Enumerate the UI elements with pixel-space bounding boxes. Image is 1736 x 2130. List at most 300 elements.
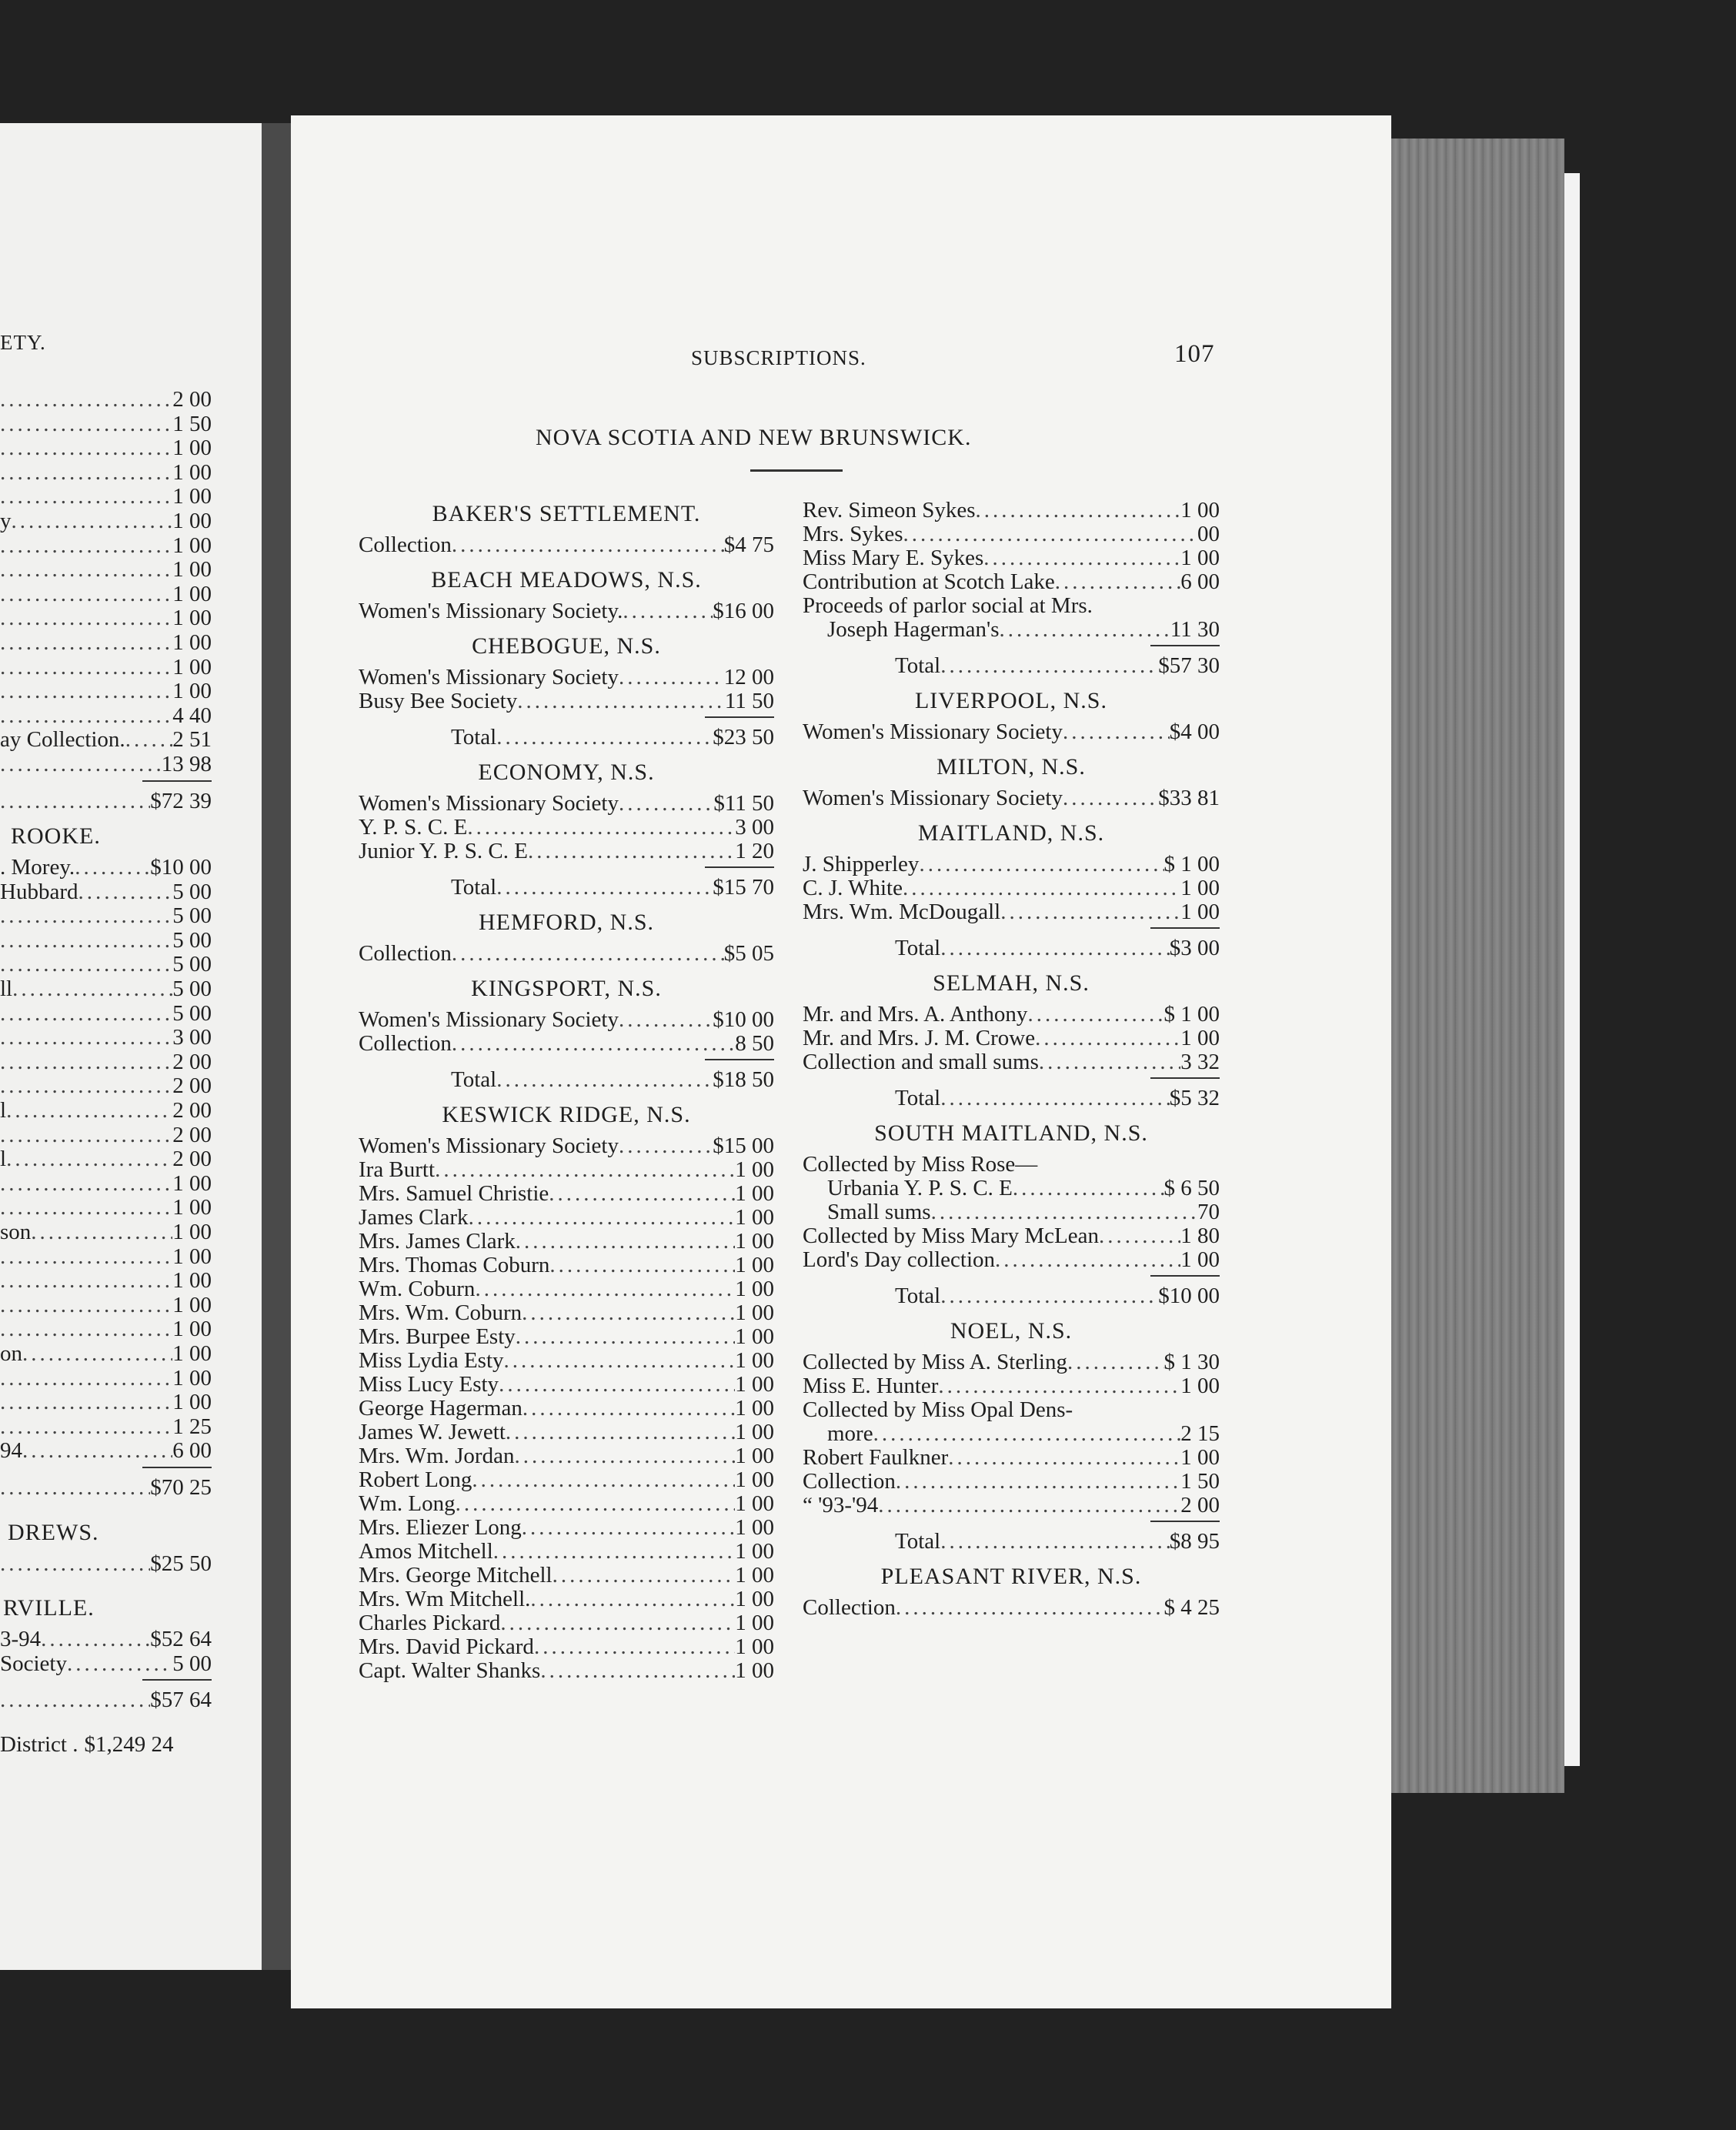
entry-name: Mrs. Wm Mitchell.	[359, 1587, 531, 1611]
entry-row	[359, 1468, 774, 1492]
dot-leader	[940, 1284, 1158, 1308]
entry-amount: 1 00	[735, 1563, 774, 1587]
dot-leader	[452, 533, 724, 557]
entry-name: James Clark	[359, 1205, 469, 1230]
entry-line: Collected by Miss Opal Dens-	[803, 1397, 1073, 1422]
dot-leader	[0, 1196, 172, 1220]
total-rule	[705, 716, 774, 718]
entry-row	[359, 1540, 774, 1564]
entry-name: Miss Mary E. Sykes	[803, 546, 984, 570]
entry-name: Women's Missionary Society.	[359, 599, 623, 623]
entry-row	[359, 1397, 774, 1421]
section-total	[359, 1068, 774, 1092]
section-total	[803, 936, 1220, 960]
total-amount: $8 95	[1169, 1529, 1220, 1554]
left-total-1: ..... $72 39	[0, 790, 212, 814]
entry-amount: 1 00	[172, 1317, 212, 1342]
dot-leader	[919, 853, 1163, 876]
entry-row	[0, 1628, 212, 1652]
entry-row	[0, 1269, 212, 1294]
entry-row	[803, 1003, 1220, 1027]
entry-amount: 1 00	[735, 1181, 774, 1206]
entry-name: Miss Lucy Esty	[359, 1372, 499, 1397]
dot-leader	[0, 1269, 172, 1293]
entry-row	[359, 1206, 774, 1230]
dot-leader	[940, 1530, 1170, 1554]
entry-amount: 5 00	[172, 927, 212, 953]
entry-name: Women's Missionary Society	[803, 719, 1063, 744]
entry-name: more	[827, 1421, 873, 1446]
dot-leader	[903, 522, 1197, 546]
entry-name: Charles Pickard	[359, 1611, 501, 1635]
entry-row	[359, 1230, 774, 1254]
dot-leader	[496, 876, 713, 900]
entry-amount: 1 00	[735, 1348, 774, 1373]
total-label: Total	[895, 1086, 941, 1110]
entry-row	[803, 499, 1220, 522]
total-label: Total	[451, 1067, 497, 1092]
entry-row	[803, 900, 1220, 924]
entry-amount: $ 1 30	[1163, 1350, 1220, 1374]
entry-amount: 3 00	[172, 1025, 212, 1050]
entry-row	[0, 1317, 212, 1342]
entry-row	[359, 1158, 774, 1182]
entry-amount: 1 00	[172, 606, 212, 631]
dot-leader	[0, 929, 172, 953]
entry-amount: 5 00	[172, 952, 212, 977]
entry-name: Mrs. Wm. Coburn	[359, 1300, 522, 1325]
total-label: Total	[895, 936, 941, 960]
entry-row	[0, 1220, 212, 1245]
dot-leader	[549, 1254, 735, 1277]
entry-amount: $11 50	[713, 791, 774, 816]
entry-amount: 1 00	[1180, 1374, 1220, 1398]
entry-name: Urbania Y. P. S. C. E	[827, 1176, 1013, 1200]
entry-amount: $4 00	[1169, 719, 1220, 744]
entry-amount: 1 00	[735, 1611, 774, 1635]
entry-row	[803, 1470, 1220, 1494]
entry-name: Mrs. George Mitchell	[359, 1563, 553, 1587]
entry-amount: 1 00	[172, 1220, 212, 1244]
entry-row	[0, 388, 212, 412]
entry-row	[359, 1587, 774, 1611]
dot-leader	[1000, 900, 1180, 924]
dot-leader	[499, 1373, 735, 1397]
entry-amount: 1 20	[735, 839, 774, 863]
section-heading: CHEBOGUE, N.S.	[472, 633, 661, 659]
dot-leader	[500, 1611, 735, 1635]
entry-amount: 1 00	[1180, 876, 1220, 900]
entry-row	[0, 856, 212, 880]
entry-amount: 1 00	[735, 1587, 774, 1611]
entry-name: Society	[0, 1651, 67, 1676]
entry-name: ay Collection.	[0, 727, 125, 753]
entry-amount: 1 00	[172, 1390, 212, 1415]
entry-amount: $ 1 00	[1163, 1002, 1220, 1027]
section-total	[359, 726, 774, 750]
total-amount: $15 70	[713, 875, 774, 900]
entry-amount: 5 00	[172, 879, 212, 904]
dot-leader	[619, 792, 713, 816]
dot-leader	[619, 1134, 713, 1158]
entry-row	[803, 876, 1220, 900]
entry-name: J. Shipperley	[803, 852, 920, 876]
entry-amount: 5 00	[172, 977, 212, 1002]
dot-leader	[1013, 1177, 1164, 1200]
entry-amount: 2 00	[1180, 1493, 1220, 1517]
dot-leader	[896, 1596, 1164, 1620]
entry-row	[0, 1439, 212, 1464]
entry-row	[0, 1245, 212, 1270]
entry-name: Junior Y. P. S. C. E	[359, 839, 528, 863]
dot-leader	[0, 1123, 172, 1147]
total-amount: $18 50	[713, 1067, 774, 1092]
entry-row	[359, 1421, 774, 1444]
dot-leader	[125, 728, 173, 752]
entry-row	[0, 1147, 212, 1172]
entry-row	[359, 1444, 774, 1468]
entry-row	[803, 1027, 1220, 1050]
entry-amount: 70	[1197, 1200, 1220, 1224]
running-title: SUBSCRIPTIONS.	[691, 346, 866, 369]
dot-leader	[0, 904, 172, 928]
entry-amount: 1 00	[172, 1195, 212, 1220]
title-rule	[750, 469, 843, 472]
dot-leader	[31, 1220, 172, 1244]
entry-amount: 5 00	[172, 1000, 212, 1026]
left-total-4: ..... $57 64	[0, 1688, 212, 1713]
entry-amount: 1 00	[1180, 499, 1220, 522]
entry-row	[0, 1294, 212, 1318]
dot-leader	[878, 1494, 1180, 1517]
dot-leader	[896, 1470, 1180, 1494]
section-heading: LIVERPOOL, N.S.	[914, 688, 1107, 713]
entry-amount: 1 00	[172, 654, 212, 679]
dot-leader	[0, 583, 172, 606]
entry-amount: 1 00	[735, 1491, 774, 1516]
entry-row	[0, 558, 212, 583]
dot-leader	[940, 654, 1158, 678]
entry-row	[359, 666, 774, 689]
entry-amount: 1 00	[1180, 546, 1220, 570]
entry-amount: 1 00	[1180, 1026, 1220, 1050]
entry-amount: 1 00	[172, 629, 212, 655]
column-1	[359, 491, 774, 1683]
entry-name: Mrs. Burpee Esty	[359, 1324, 516, 1349]
total-rule	[705, 1059, 774, 1060]
entry-amount: 1 00	[172, 532, 212, 558]
dot-leader	[619, 666, 724, 689]
entry-row	[0, 1026, 212, 1050]
total-rule	[1150, 1521, 1220, 1522]
entry-row	[359, 689, 774, 713]
dot-leader	[619, 1008, 713, 1032]
dot-leader	[6, 1099, 172, 1123]
entry-amount: 1 80	[1180, 1224, 1220, 1248]
entry-name: Ira Burtt	[359, 1157, 436, 1182]
total-label: Total	[895, 653, 941, 678]
entry-amount: 1 00	[1180, 1247, 1220, 1272]
entry-row	[803, 1248, 1220, 1272]
entry-amount: $15 00	[713, 1133, 774, 1158]
dot-leader	[506, 1421, 735, 1444]
entry-row	[359, 1277, 774, 1301]
entry-amount: $ 4 25	[1163, 1595, 1220, 1620]
dot-leader	[516, 1325, 735, 1349]
dot-leader	[540, 1659, 735, 1683]
dot-leader	[549, 1182, 735, 1206]
dot-leader	[999, 618, 1170, 642]
entry-amount: 6 00	[172, 1438, 212, 1464]
total-rule	[1150, 645, 1220, 646]
entry-row	[803, 522, 1220, 546]
entry-name: James W. Jewett	[359, 1420, 506, 1444]
entry-row	[359, 1182, 774, 1206]
entry-amount: 1 00	[172, 1268, 212, 1294]
dot-leader	[0, 753, 162, 776]
entry-amount: 1 00	[172, 557, 212, 583]
total-rule	[142, 1679, 212, 1681]
entry-row	[0, 1050, 212, 1075]
page-edges	[1391, 139, 1564, 1793]
entry-amount: 2 51	[172, 727, 212, 753]
dot-leader	[1055, 570, 1180, 594]
entry-name: C. J. White	[803, 876, 903, 900]
dot-leader	[522, 1301, 735, 1325]
entry-amount: 1 00	[735, 1229, 774, 1254]
dot-leader	[983, 546, 1180, 570]
entry-name: Mrs. James Clark	[359, 1229, 516, 1254]
entry-name: . Morey.	[0, 855, 75, 880]
entry-name: Small sums	[827, 1200, 931, 1224]
entry-name: Women's Missionary Society	[359, 1007, 619, 1032]
left-head-3: DREWS.	[8, 1519, 99, 1545]
dot-leader	[75, 856, 150, 880]
section-heading: MAITLAND, N.S.	[917, 820, 1105, 846]
dot-leader	[12, 509, 173, 533]
dot-leader	[435, 1158, 735, 1182]
entry-amount: 1 50	[1180, 1469, 1220, 1494]
entry-name: Mr. and Mrs. A. Anthony	[803, 1002, 1028, 1027]
section-heading: MILTON, N.S.	[936, 754, 1086, 780]
section-heading: NOEL, N.S.	[950, 1318, 1073, 1344]
dot-leader	[0, 1245, 172, 1269]
entry-name: l	[0, 1147, 7, 1172]
entry-name: “ '93-'94	[803, 1493, 879, 1517]
dot-leader	[1039, 1050, 1180, 1074]
entry-amount: 3 32	[1180, 1050, 1220, 1074]
entry-row	[0, 606, 212, 631]
entry-name: Collection	[803, 1469, 896, 1494]
entry-row	[0, 753, 212, 777]
entry-row	[0, 1652, 212, 1677]
entry-row	[0, 1099, 212, 1123]
dot-leader	[931, 1200, 1197, 1224]
dot-leader	[0, 631, 172, 655]
dot-leader	[623, 599, 713, 623]
entry-amount: 8 50	[735, 1031, 774, 1056]
entry-row	[0, 977, 212, 1002]
dot-leader	[0, 534, 172, 558]
entry-name: Mrs. Eliezer Long	[359, 1515, 522, 1540]
total-amount: $5 32	[1169, 1086, 1220, 1110]
left-rows-4	[0, 1628, 212, 1676]
dot-leader	[1099, 1224, 1180, 1248]
entry-amount: 1 00	[735, 1539, 774, 1564]
entry-row	[359, 942, 774, 966]
entry-amount: 1 00	[735, 1658, 774, 1683]
entry-amount: 1 00	[735, 1467, 774, 1492]
entry-row	[803, 546, 1220, 570]
dot-leader	[1067, 1350, 1164, 1374]
entry-amount: 1 50	[172, 411, 212, 436]
entry-row	[803, 1494, 1220, 1517]
entry-amount: 13 98	[161, 751, 212, 776]
entry-row	[359, 1492, 774, 1516]
dot-leader	[456, 1492, 736, 1516]
entry-row	[0, 656, 212, 680]
entry-name: Collection	[803, 1595, 896, 1620]
total-label: Total	[451, 725, 497, 750]
entry-name: Mrs. Samuel Christie	[359, 1181, 549, 1206]
entry-row	[803, 618, 1220, 642]
entry-amount: 1 00	[172, 679, 212, 704]
entry-row	[359, 533, 774, 557]
entry-row	[359, 1659, 774, 1683]
section-heading: ECONOMY, N.S.	[478, 760, 655, 785]
entry-name: Collection	[359, 532, 452, 557]
dot-leader	[0, 1026, 172, 1050]
dot-leader	[6, 1147, 172, 1171]
dot-leader	[0, 412, 172, 436]
entry-row	[359, 1516, 774, 1540]
dot-leader	[452, 1032, 735, 1056]
entry-amount: 2 15	[1180, 1421, 1220, 1446]
entry-row	[0, 1367, 212, 1391]
entry-amount: 1 00	[1180, 1445, 1220, 1470]
entry-row	[803, 1050, 1220, 1074]
dot-leader	[475, 1277, 735, 1301]
entry-name: Mrs. David Pickard	[359, 1634, 534, 1659]
entry-row	[0, 1342, 212, 1367]
entry-row	[359, 1134, 774, 1158]
entry-name: George Hagerman	[359, 1396, 522, 1421]
entry-amount: 1 00	[172, 1365, 212, 1391]
entry-amount: 5 00	[172, 1651, 212, 1676]
entry-amount: 4 40	[172, 703, 212, 728]
entry-row	[803, 1596, 1220, 1620]
entry-amount: 2 00	[172, 1122, 212, 1147]
entry-line: Collected by Miss Rose—	[803, 1152, 1038, 1177]
entry-row	[0, 436, 212, 461]
entry-name: Lord's Day collection	[803, 1247, 996, 1272]
entry-name: Women's Missionary Society	[359, 791, 619, 816]
entry-name: Collection	[359, 941, 452, 966]
entry-row	[359, 1564, 774, 1587]
total-amount: $3 00	[1169, 936, 1220, 960]
entry-name: Mrs. Sykes	[803, 522, 903, 546]
entry-amount: 2 00	[172, 1049, 212, 1074]
entry-row	[803, 786, 1220, 810]
entry-amount: $10 00	[713, 1007, 774, 1032]
entry-amount: 1 00	[735, 1515, 774, 1540]
dot-leader	[0, 388, 172, 412]
entry-amount: 1 00	[735, 1205, 774, 1230]
entry-amount: $5 05	[723, 941, 774, 966]
dot-leader	[496, 726, 713, 750]
dot-leader	[0, 1074, 172, 1098]
left-head-2: ROOKE.	[11, 823, 101, 850]
entry-row	[803, 1446, 1220, 1470]
dot-leader	[0, 1317, 172, 1341]
entry-row	[0, 880, 212, 905]
entry-row	[0, 1415, 212, 1440]
entry-amount: 1 00	[172, 508, 212, 533]
entry-name: Collection and small sums	[803, 1050, 1039, 1074]
entry-name: Women's Missionary Society	[803, 786, 1063, 810]
dot-leader	[0, 704, 172, 728]
entry-row	[803, 853, 1220, 876]
total-rule	[142, 780, 212, 782]
dot-leader	[948, 1446, 1180, 1470]
entry-amount: 1 00	[735, 1420, 774, 1444]
dot-leader	[467, 816, 735, 840]
entry-row	[0, 1074, 212, 1099]
entry-amount: 1 00	[735, 1634, 774, 1659]
entry-name: Collection	[359, 1031, 452, 1056]
entry-amount: 2 00	[172, 1098, 212, 1123]
book-gutter	[262, 123, 292, 1970]
entry-row	[0, 509, 212, 534]
entry-row	[0, 1391, 212, 1415]
entry-amount: $4 75	[723, 532, 774, 557]
entry-amount: 3 00	[735, 815, 774, 840]
dot-leader	[0, 656, 172, 679]
dot-leader	[496, 1068, 713, 1092]
entry-row	[359, 1325, 774, 1349]
total-rule	[705, 866, 774, 868]
entry-row	[0, 1123, 212, 1148]
dot-leader	[940, 1087, 1170, 1110]
entry-amount: 1 00	[172, 1170, 212, 1196]
entry-amount: $16 00	[713, 599, 774, 623]
entry-row	[0, 534, 212, 559]
entry-name: Y. P. S. C. E	[359, 815, 468, 840]
entry-name: Wm. Long	[359, 1491, 456, 1516]
section-heading: HEMFORD, N.S.	[478, 910, 655, 935]
dot-leader	[940, 936, 1170, 960]
entry-amount: 1 00	[735, 1253, 774, 1277]
entry-amount: 1 00	[172, 484, 212, 509]
entry-amount: 6 00	[1180, 569, 1220, 594]
dot-leader	[469, 1206, 736, 1230]
entry-amount: 1 00	[1180, 900, 1220, 924]
dot-leader	[1063, 720, 1170, 744]
page-edge-highlight	[1564, 173, 1580, 1766]
entry-row	[359, 1373, 774, 1397]
entry-row	[0, 728, 212, 753]
total-rule	[1150, 1275, 1220, 1277]
entry-name: Miss E. Hunter	[803, 1374, 939, 1398]
entry-row	[0, 461, 212, 486]
entry-row	[803, 1200, 1220, 1224]
entry-name: Collected by Miss A. Sterling	[803, 1350, 1067, 1374]
dot-leader	[534, 1635, 735, 1659]
page-number: 107	[1174, 340, 1215, 368]
total-label: Total	[451, 875, 497, 900]
section-heading: SOUTH MAITLAND, N.S.	[874, 1120, 1148, 1146]
entry-amount: 2 00	[172, 1073, 212, 1099]
